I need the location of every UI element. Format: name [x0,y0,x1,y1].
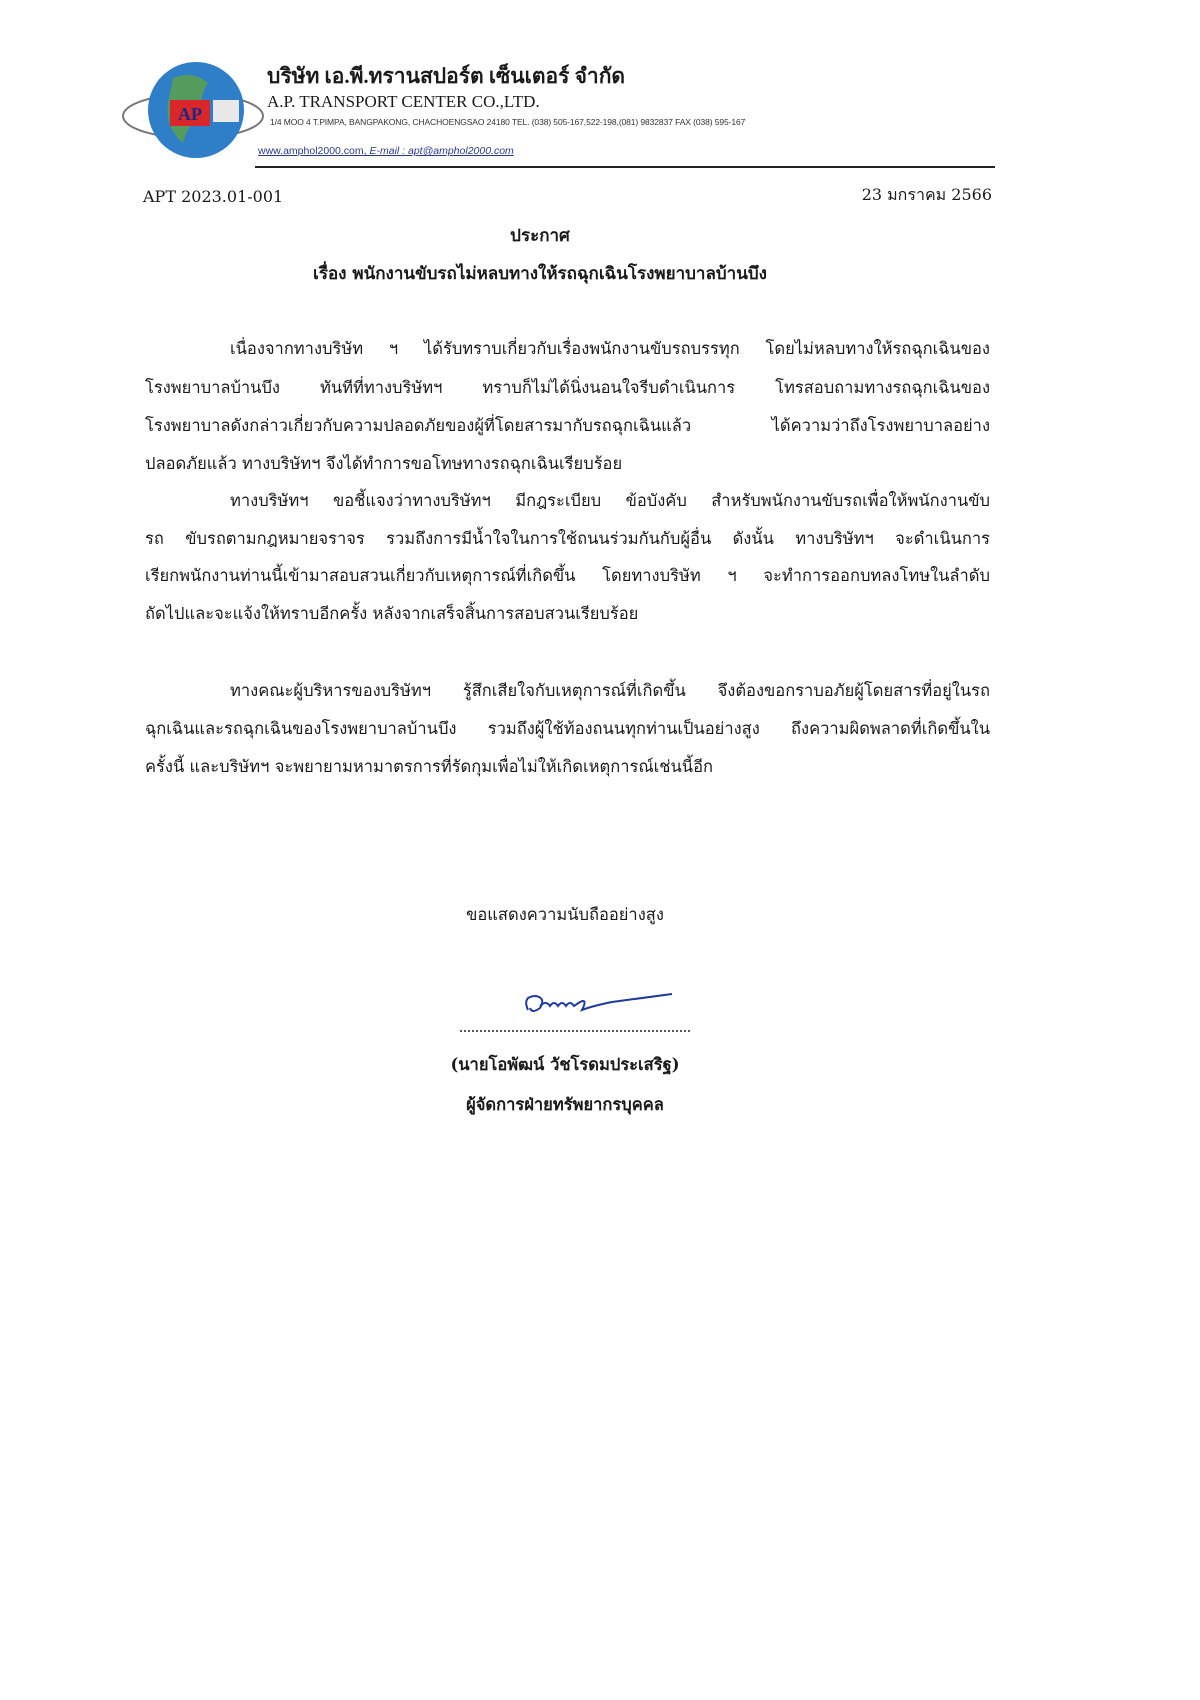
paragraph-line: เนื่องจากทางบริษัท ฯ ได้รับทราบเกี่ยวกับเรื่องพนักงานขับรถบรรทุก โดยไม่หลบทางให้รถฉุกเฉินของ [230,339,990,358]
email-link[interactable]: apt@amphol2000.com [408,145,514,157]
company-name-thai: บริษัท เอ.พี.ทรานสปอร์ต เซ็นเตอร์ จำกัด [267,64,626,88]
closing-phrase: ขอแสดงความนับถืออย่างสูง [466,905,664,924]
signature [510,980,690,1025]
document-date: 23 มกราคม 2566 [861,185,992,204]
company-address: 1/4 MOO 4 T.PIMPA, BANGPAKONG, CHACHOENGSAO 24180 TEL. (038) 505-167,522-198,(081) 9832837 FAX (038) 595-167 [270,117,746,127]
paragraph-line: ครั้งนี้ และบริษัทฯ จะพยายามหามาตรการที่รัดกุมเพื่อไม่ให้เกิดเหตุการณ์เช่นนี้อีก [145,757,713,776]
signer-title: ผู้จัดการฝ่ายทรัพยากรบุคคล [466,1095,664,1114]
paragraph-line: โรงพยาบาลดังกล่าวเกี่ยวกับความปลอดภัยของผู้ที่โดยสารมากับรถฉุกเฉินแล้ว ได้ความว่าถึงโรงพยาบาลอย่าง [145,416,990,435]
paragraph-line: ฉุกเฉินและรถฉุกเฉินของโรงพยาบาลบ้านบึง รวมถึงผู้ใช้ท้องถนนทุกท่านเป็นอย่างสูง ถึงความผิดพลาดที่เกิดขึ้นใน [145,719,990,738]
paragraph-line: ถัดไปและจะแจ้งให้ทราบอีกครั้ง หลังจากเสร็จสิ้นการสอบสวนเรียบร้อย [145,604,639,623]
company-name-english: A.P. TRANSPORT CENTER CO.,LTD. [267,92,540,111]
header-divider [255,166,995,168]
company-logo [118,48,268,168]
paragraph-line: ทางคณะผู้บริหารของบริษัทฯ รู้สึกเสียใจกับเหตุการณ์ที่เกิดขึ้น จึงต้องขอกราบอภัยผู้โดยสารที่อยู่ในรถ [230,681,990,700]
paragraph-line: เรียกพนักงานท่านนี้เข้ามาสอบสวนเกี่ยวกับเหตุการณ์ที่เกิดขึ้น โดยทางบริษัท ฯ จะทำการออกบทลงโทษในลำดับ [145,566,990,585]
document-subject: เรื่อง พนักงานขับรถไม่หลบทางให้รถฉุกเฉินโรงพยาบาลบ้านบึง [313,264,767,284]
paragraph-line: ปลอดภัยแล้ว ทางบริษัทฯ จึงได้ทำการขอโทษทางรถฉุกเฉินเรียบร้อย [145,454,623,473]
signer-name: (นายโอพัฒน์ วัชโรดมประเสริฐ) [450,1055,680,1074]
reference-number: APT 2023.01-001 [143,187,284,206]
email-label: E-mail : [369,145,406,157]
paragraph-line: โรงพยาบาลบ้านบึง ทันทีที่ทางบริษัทฯ ทราบก็ไม่ได้นิ่งนอนใจรีบดำเนินการ โทรสอบถามทางรถฉุกเฉินของ [145,378,990,397]
document-title: ประกาศ [510,226,570,246]
paragraph-line: ทางบริษัทฯ ขอชี้แจงว่าทางบริษัทฯ มีกฎระเบียบ ข้อบังคับ สำหรับพนักงานขับรถเพื่อให้พนักงานขับ [230,491,990,510]
website-link[interactable]: www.amphol2000.com [258,145,364,157]
svg-text:AP: AP [178,104,202,124]
contact-line: www.amphol2000.com, E-mail : apt@amphol2000.com [258,145,514,157]
paragraph-line: รถ ขับรถตามกฎหมายจราจร รวมถึงการมีน้ำใจในการใช้ถนนร่วมกันกับผู้อื่น ดังนั้น ทางบริษัทฯ จะดำเนินการ [145,529,990,548]
signature-line [460,1030,690,1032]
